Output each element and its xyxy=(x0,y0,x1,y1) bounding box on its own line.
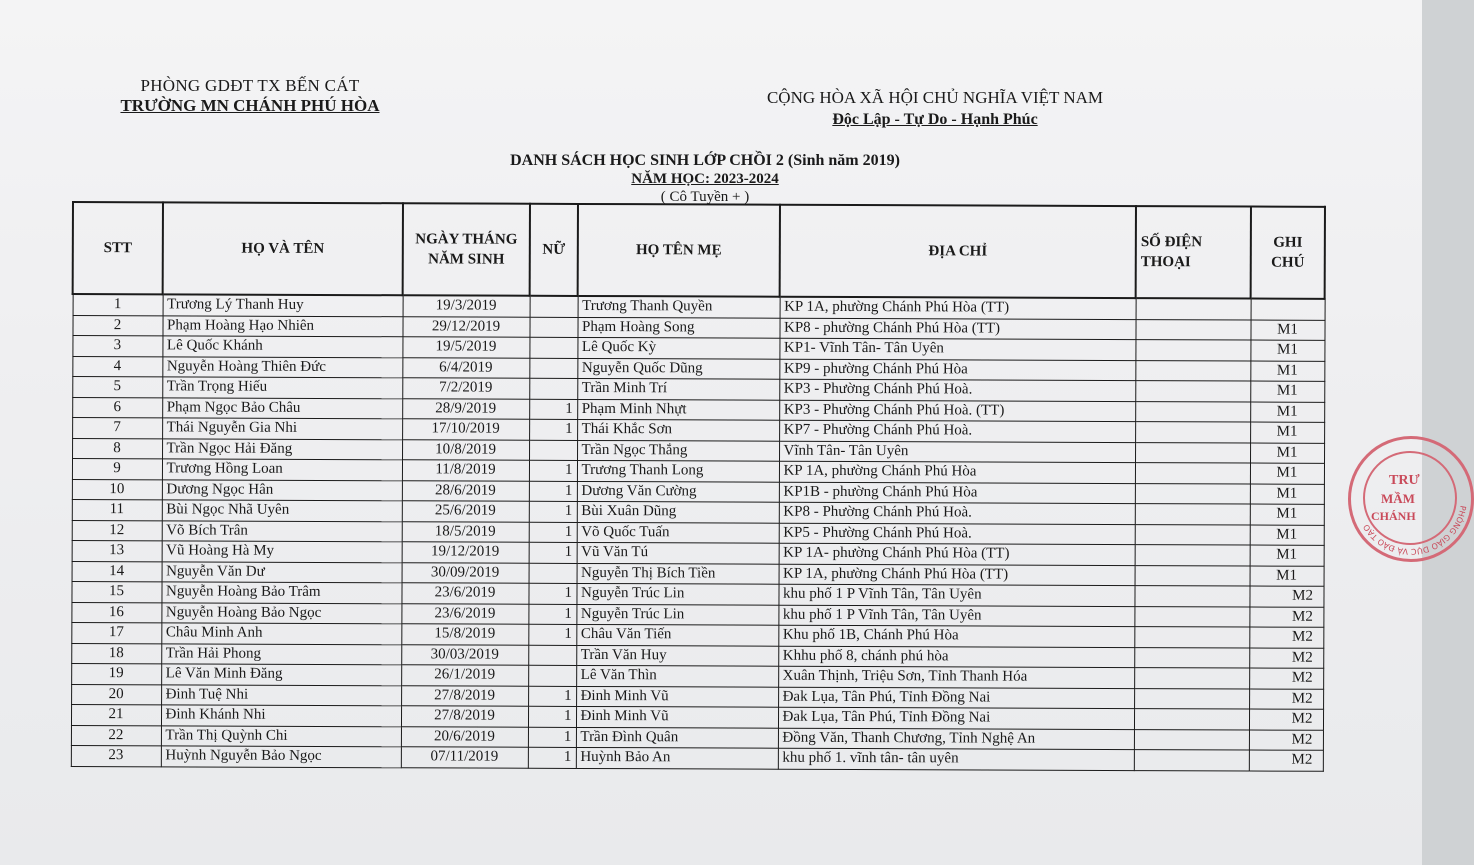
cell-name: Nguyễn Hoàng Thiên Đức xyxy=(162,356,402,377)
cell-dob: 6/4/2019 xyxy=(402,357,529,378)
cell-address: KP1- Vĩnh Tân- Tân Uyên xyxy=(779,338,1135,360)
cell-note: M1 xyxy=(1250,422,1324,443)
cell-female: 1 xyxy=(528,727,576,748)
cell-stt: 3 xyxy=(72,336,162,357)
cell-mother: Đinh Minh Vũ xyxy=(576,686,778,707)
cell-address: KP8 - phường Chánh Phú Hòa (TT) xyxy=(779,318,1135,340)
cell-female: 1 xyxy=(528,583,576,604)
cell-note: M1 xyxy=(1250,340,1324,361)
cell-phone xyxy=(1135,340,1250,361)
cell-name: Trương Lý Thanh Huy xyxy=(163,294,403,316)
cell-note: M1 xyxy=(1250,402,1324,423)
cell-mother: Nguyễn Quốc Dũng xyxy=(577,358,779,379)
header-right xyxy=(720,88,1150,129)
cell-name: Dương Ngọc Hân xyxy=(162,479,402,500)
cell-stt: 2 xyxy=(72,315,162,336)
cell-name: Bùi Ngọc Nhã Uyên xyxy=(162,500,402,521)
col-header-dob: NGÀY THÁNG NĂM SINH xyxy=(403,203,530,295)
cell-note: M2 xyxy=(1249,668,1323,689)
cell-stt: 4 xyxy=(72,356,162,377)
cell-mother: Trần Văn Huy xyxy=(576,645,778,666)
cell-mother: Vũ Văn Tú xyxy=(577,542,779,563)
cell-name: Phạm Ngọc Bảo Châu xyxy=(162,397,402,418)
cell-note: M2 xyxy=(1249,648,1323,669)
cell-dob: 27/8/2019 xyxy=(401,706,528,727)
cell-dob: 28/9/2019 xyxy=(402,398,529,419)
cell-note: M1 xyxy=(1250,381,1324,402)
cell-stt: 5 xyxy=(72,377,162,398)
cell-female: 1 xyxy=(528,624,576,645)
table-row xyxy=(71,745,1323,770)
cell-mother: Trần Đình Quân xyxy=(576,727,778,748)
cell-note: M2 xyxy=(1249,730,1323,751)
cell-dob: 18/5/2019 xyxy=(402,521,529,542)
cell-phone xyxy=(1134,668,1249,689)
cell-phone xyxy=(1135,319,1250,340)
cell-dob: 15/8/2019 xyxy=(401,624,528,645)
cell-name: Châu Minh Anh xyxy=(161,623,401,644)
cell-mother: Nguyễn Thị Bích Tiền xyxy=(577,563,779,584)
table-body xyxy=(71,294,1325,771)
cell-dob: 07/11/2019 xyxy=(401,747,528,768)
teacher-line: ( Cô Tuyền + ) xyxy=(660,189,750,205)
cell-mother: Lê Văn Thìn xyxy=(576,665,778,686)
cell-stt: 20 xyxy=(71,684,161,705)
cell-address: khu phố 1 P Vĩnh Tân, Tân Uyên xyxy=(778,584,1134,606)
cell-dob: 26/1/2019 xyxy=(401,665,528,686)
cell-name: Nguyễn Văn Dư xyxy=(162,561,402,582)
cell-name: Trương Hồng Loan xyxy=(162,459,402,480)
cell-name: Trần Hải Phong xyxy=(161,643,401,664)
cell-phone xyxy=(1135,504,1250,525)
cell-stt: 11 xyxy=(72,500,162,521)
col-header-name: HỌ VÀ TÊN xyxy=(163,202,403,295)
cell-dob: 25/6/2019 xyxy=(402,501,529,522)
cell-note: M2 xyxy=(1249,627,1323,648)
cell-phone xyxy=(1134,750,1249,771)
cell-stt: 1 xyxy=(73,294,163,315)
title-line-1: DANH SÁCH HỌC SINH LỚP CHỒI 2 (Sinh năm 2019) xyxy=(510,152,900,169)
cell-female xyxy=(529,317,577,338)
cell-address: KP7 - Phường Chánh Phú Hoà. xyxy=(779,420,1135,442)
cell-mother: Phạm Minh Nhựt xyxy=(577,399,779,420)
national-motto: Độc Lập - Tự Do - Hạnh Phúc xyxy=(832,111,1038,128)
cell-name: Đinh Khánh Nhi xyxy=(161,705,401,726)
cell-female xyxy=(529,378,577,399)
col-header-address: ĐỊA CHỈ xyxy=(780,205,1136,298)
cell-note: M1 xyxy=(1250,504,1324,525)
cell-female: 1 xyxy=(529,542,577,563)
department-name: PHÒNG GDĐT TX BẾN CÁT xyxy=(140,76,360,95)
cell-address: Đồng Văn, Thanh Chương, Tỉnh Nghệ An xyxy=(778,728,1134,750)
cell-name: Trần Trọng Hiếu xyxy=(162,377,402,398)
cell-note: M1 xyxy=(1250,443,1324,464)
cell-name: Nguyễn Hoàng Bảo Trâm xyxy=(161,582,401,603)
cell-name: Lê Quốc Khánh xyxy=(162,336,402,357)
cell-mother: Thái Khắc Sơn xyxy=(577,419,779,440)
cell-stt: 17 xyxy=(71,623,161,644)
document-title xyxy=(440,152,970,206)
cell-dob: 7/2/2019 xyxy=(402,378,529,399)
cell-address: Khu phố 1B, Chánh Phú Hòa xyxy=(778,625,1134,647)
cell-female: 1 xyxy=(529,419,577,440)
republic-name: CỘNG HÒA XÃ HỘI CHỦ NGHĨA VIỆT NAM xyxy=(766,88,1104,107)
cell-mother: Đinh Minh Vũ xyxy=(576,706,778,727)
cell-dob: 11/8/2019 xyxy=(402,460,529,481)
cell-address: KP5 - Phường Chánh Phú Hoà. xyxy=(779,523,1135,545)
cell-note: M2 xyxy=(1249,750,1323,771)
cell-name: Nguyễn Hoàng Bảo Ngọc xyxy=(161,602,401,623)
student-table xyxy=(70,201,1326,771)
school-year: NĂM HỌC: 2023-2024 xyxy=(631,171,779,187)
cell-address: Đak Lụa, Tân Phú, Tỉnh Đồng Nai xyxy=(778,687,1134,709)
cell-mother: Trương Thanh Long xyxy=(577,460,779,481)
col-header-female: NỮ xyxy=(530,204,578,296)
cell-stt: 9 xyxy=(72,459,162,480)
cell-note: M1 xyxy=(1250,525,1324,546)
cell-dob: 30/03/2019 xyxy=(401,644,528,665)
cell-female xyxy=(529,563,577,584)
cell-female xyxy=(530,296,578,317)
cell-address: KP 1A, phường Chánh Phú Hòa xyxy=(779,461,1135,483)
cell-phone xyxy=(1135,442,1250,463)
col-header-mother: HỌ TÊN MẸ xyxy=(578,204,780,297)
cell-dob: 29/12/2019 xyxy=(402,316,529,337)
cell-address: KP9 - phường Chánh Phú Hòa xyxy=(779,359,1135,381)
cell-stt: 21 xyxy=(71,705,161,726)
cell-dob: 19/5/2019 xyxy=(402,337,529,358)
cell-mother: Châu Văn Tiến xyxy=(576,624,778,645)
cell-stt: 16 xyxy=(71,602,161,623)
cell-dob: 23/6/2019 xyxy=(401,603,528,624)
cell-phone xyxy=(1135,565,1250,586)
cell-female: 1 xyxy=(529,501,577,522)
cell-dob: 17/10/2019 xyxy=(402,419,529,440)
cell-stt: 22 xyxy=(71,725,161,746)
cell-note: M2 xyxy=(1249,689,1323,710)
cell-address: KP 1A- phường Chánh Phú Hòa (TT) xyxy=(779,543,1135,565)
cell-female: 1 xyxy=(528,604,576,625)
cell-address: KP8 - Phường Chánh Phú Hoà. xyxy=(779,502,1135,524)
cell-stt: 15 xyxy=(71,582,161,603)
cell-dob: 23/6/2019 xyxy=(401,583,528,604)
cell-mother: Bùi Xuân Dũng xyxy=(577,501,779,522)
cell-address: KP3 - Phường Chánh Phú Hoà. (TT) xyxy=(779,400,1135,422)
cell-mother: Lê Quốc Kỳ xyxy=(577,337,779,358)
cell-female: 1 xyxy=(529,522,577,543)
cell-name: Đinh Tuệ Nhi xyxy=(161,684,401,705)
cell-dob: 19/12/2019 xyxy=(402,542,529,563)
cell-phone xyxy=(1135,401,1250,422)
cell-mother: Trần Minh Trí xyxy=(577,378,779,399)
stamp-text-3: CHÁNH xyxy=(1371,509,1416,523)
cell-phone xyxy=(1134,709,1249,730)
col-header-phone: SỐ ĐIỆN THOẠI xyxy=(1136,206,1251,298)
cell-name: Võ Bích Trân xyxy=(162,520,402,541)
cell-note xyxy=(1251,299,1325,320)
header-left xyxy=(95,76,405,116)
cell-phone xyxy=(1135,463,1250,484)
cell-address: KP3 - Phường Chánh Phú Hoà. xyxy=(779,379,1135,401)
cell-stt: 7 xyxy=(72,418,162,439)
stamp-ring-text: PHÒNG GIÁO DỤC VÀ ĐÀO TẠO xyxy=(1361,504,1468,557)
cell-phone xyxy=(1134,627,1249,648)
cell-dob: 10/8/2019 xyxy=(402,439,529,460)
cell-name: Thái Nguyễn Gia Nhi xyxy=(162,418,402,439)
cell-stt: 10 xyxy=(72,479,162,500)
cell-female xyxy=(529,440,577,461)
cell-dob: 20/6/2019 xyxy=(401,726,528,747)
cell-stt: 8 xyxy=(72,438,162,459)
cell-mother: Trần Ngọc Thắng xyxy=(577,440,779,461)
cell-stt: 14 xyxy=(72,561,162,582)
cell-phone xyxy=(1134,647,1249,668)
stamp-text-2: MẦM xyxy=(1381,491,1415,506)
table-header-row xyxy=(73,202,1325,299)
cell-note: M1 xyxy=(1250,566,1324,587)
cell-phone xyxy=(1135,381,1250,402)
cell-stt: 12 xyxy=(72,520,162,541)
col-header-stt: STT xyxy=(73,202,163,294)
cell-note: M2 xyxy=(1249,709,1323,730)
school-name: TRƯỜNG MN CHÁNH PHÚ HÒA xyxy=(120,96,380,115)
cell-female xyxy=(529,358,577,379)
cell-stt: 18 xyxy=(71,643,161,664)
cell-phone xyxy=(1136,298,1251,319)
cell-name: Lê Văn Minh Đăng xyxy=(161,664,401,685)
cell-dob: 27/8/2019 xyxy=(401,685,528,706)
cell-female xyxy=(528,645,576,666)
cell-female: 1 xyxy=(528,747,576,768)
cell-mother: Trương Thanh Quyền xyxy=(578,296,780,318)
cell-note: M2 xyxy=(1249,586,1323,607)
cell-phone xyxy=(1134,729,1249,750)
cell-name: Phạm Hoàng Hạo Nhiên xyxy=(162,315,402,336)
cell-name: Vũ Hoàng Hà My xyxy=(162,541,402,562)
cell-address: khu phố 1 P Vĩnh Tân, Tân Uyên xyxy=(778,605,1134,627)
cell-name: Huỳnh Nguyễn Bảo Ngọc xyxy=(161,746,401,767)
cell-note: M1 xyxy=(1250,484,1324,505)
cell-note: M1 xyxy=(1250,463,1324,484)
cell-mother: Huỳnh Bảo An xyxy=(576,747,778,768)
cell-note: M1 xyxy=(1250,320,1324,341)
cell-phone xyxy=(1135,360,1250,381)
cell-address: Khhu phố 8, chánh phú hòa xyxy=(778,646,1134,668)
stamp-text-1: TRƯ xyxy=(1389,473,1420,488)
cell-dob: 30/09/2019 xyxy=(402,562,529,583)
cell-phone xyxy=(1134,688,1249,709)
col-header-note: GHI CHÚ xyxy=(1251,207,1325,299)
cell-phone xyxy=(1134,606,1249,627)
cell-phone xyxy=(1134,586,1249,607)
cell-address: Vĩnh Tân- Tân Uyên xyxy=(779,441,1135,463)
cell-female: 1 xyxy=(528,706,576,727)
cell-address: Đak Lụa, Tân Phú, Tỉnh Đồng Nai xyxy=(778,707,1134,729)
cell-phone xyxy=(1135,422,1250,443)
cell-phone xyxy=(1135,483,1250,504)
cell-dob: 19/3/2019 xyxy=(403,295,530,316)
cell-name: Trần Thị Quỳnh Chi xyxy=(161,725,401,746)
cell-address: Xuân Thịnh, Triệu Sơn, Tỉnh Thanh Hóa xyxy=(778,666,1134,688)
cell-address: KP 1A, phường Chánh Phú Hòa (TT) xyxy=(779,564,1135,586)
cell-mother: Võ Quốc Tuấn xyxy=(577,522,779,543)
official-stamp xyxy=(1348,436,1474,562)
cell-mother: Nguyễn Trúc Lin xyxy=(576,604,778,625)
cell-stt: 19 xyxy=(71,664,161,685)
cell-mother: Nguyễn Trúc Lin xyxy=(576,583,778,604)
cell-phone xyxy=(1135,545,1250,566)
cell-address: khu phố 1. vĩnh tân- tân uyên xyxy=(778,748,1134,770)
cell-female xyxy=(529,337,577,358)
cell-note: M1 xyxy=(1250,361,1324,382)
cell-dob: 28/6/2019 xyxy=(402,480,529,501)
cell-note: M2 xyxy=(1249,607,1323,628)
cell-female: 1 xyxy=(529,460,577,481)
cell-mother: Phạm Hoàng Song xyxy=(577,317,779,338)
cell-phone xyxy=(1135,524,1250,545)
cell-stt: 13 xyxy=(72,541,162,562)
cell-address: KP1B - phường Chánh Phú Hòa xyxy=(779,482,1135,504)
cell-name: Trần Ngọc Hải Đăng xyxy=(162,438,402,459)
cell-female: 1 xyxy=(528,686,576,707)
cell-note: M1 xyxy=(1250,545,1324,566)
cell-female xyxy=(528,665,576,686)
cell-stt: 6 xyxy=(72,397,162,418)
cell-mother: Dương Văn Cường xyxy=(577,481,779,502)
cell-address: KP 1A, phường Chánh Phú Hòa (TT) xyxy=(780,297,1136,319)
cell-female: 1 xyxy=(529,399,577,420)
cell-stt: 23 xyxy=(71,745,161,766)
cell-female: 1 xyxy=(529,481,577,502)
